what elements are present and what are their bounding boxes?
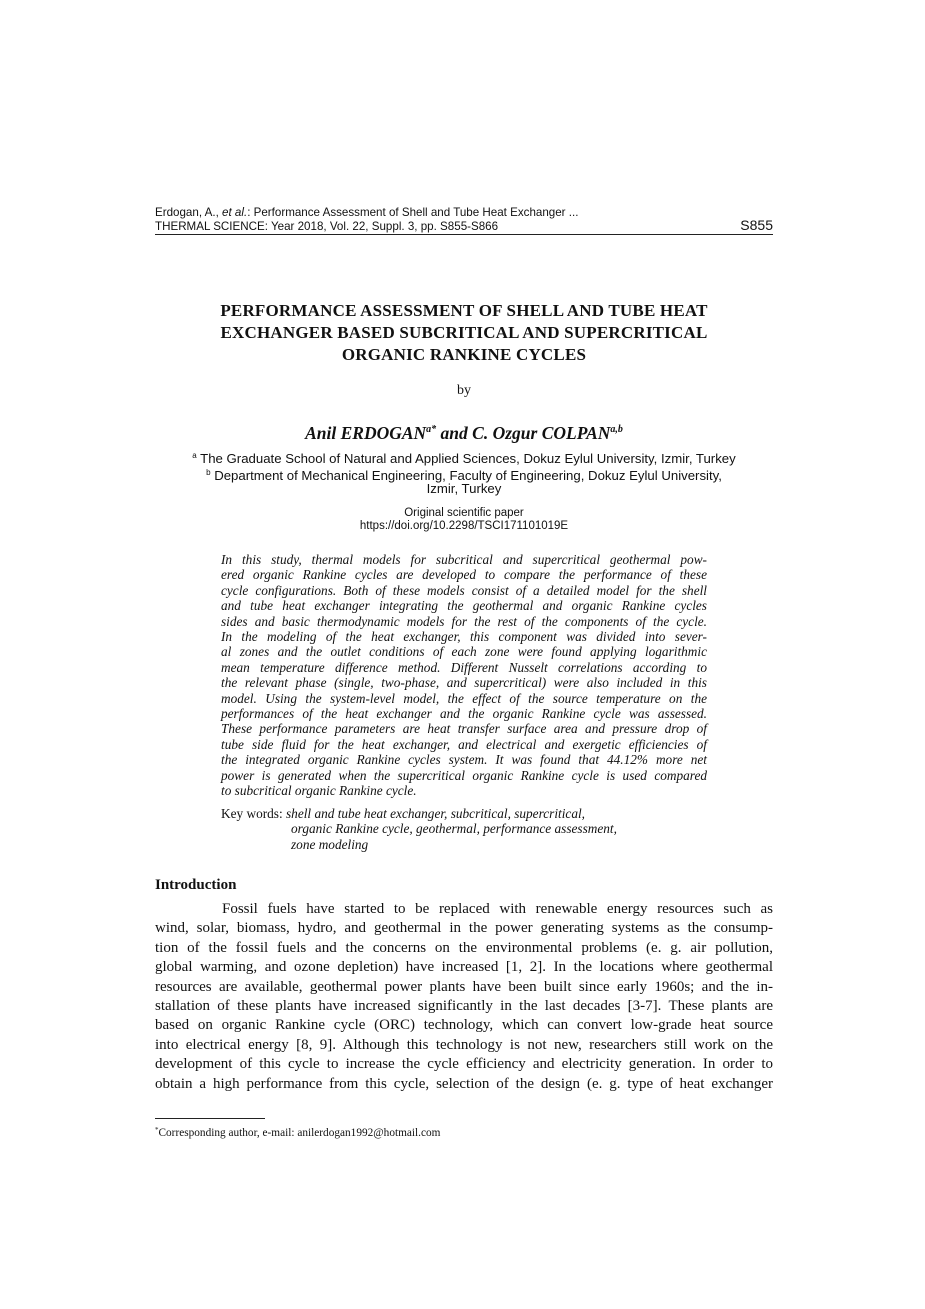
affiliation-b-city: Izmir, Turkey [426,481,502,496]
footnote-mark: * [155,1126,159,1134]
body-line: global warming, and ozone depletion) have increased [1, 2]. In the locations where geothermal [155,959,773,976]
paper-type: Original scientific paper [404,507,524,519]
abstract-line: mean temperature difference method. Different Nusselt correlations according to [221,659,707,675]
body-line: stallation of these plants have increased significantly in the last decades [3-7]. These plants are [155,998,773,1015]
keywords-line: zone modeling [291,837,369,852]
title-line: PERFORMANCE ASSESSMENT OF SHELL AND TUBE HEAT [220,301,708,320]
running-head-author-text: Erdogan, A., [155,206,223,219]
by-label: by [457,383,471,398]
abstract-line: performances of the heat exchanger and the organic Rankine cycle was assessed. [221,706,707,722]
section-heading-introduction: Introduction [155,877,237,893]
header-rule [155,234,773,235]
abstract-line: the relevant phase (single, two-phase, and supercritical) were also included in this [221,675,707,691]
running-head-journal: THERMAL SCIENCE: Year 2018, Vol. 22, Suppl. 3, pp. S855-S866 [155,220,499,233]
affiliation-a-mark: a [192,451,197,460]
abstract-line: the integrated organic Rankine cycles system. It was found that 44.12% more net [221,752,707,768]
body-line: obtain a high performance from this cycle, selection of the design (e. g. type of heat exchanger [155,1075,773,1092]
doi-link[interactable]: https://doi.org/10.2298/TSCI171101019E [359,520,569,532]
footnote-rule [155,1118,265,1119]
abstract-line: In this study, thermal models for subcritical and supercritical geothermal pow- [221,552,707,567]
abstract-line: al zones and the outlet conditions of each zone were found applying logarithmic [221,644,707,660]
body-line: Fossil fuels have started to be replaced with renewable energy resources such as [222,901,773,917]
abstract-line: These performance parameters are heat transfer surface area and pressure drop of [221,721,707,737]
title-line: ORGANIC RANKINE CYCLES [341,345,587,364]
running-head-short-title: : Performance Assessment of Shell and Tube Heat Exchanger ... [247,206,579,219]
abstract-line: power is generated when the supercritical organic Rankine cycle is used compared [221,767,707,783]
author-2: C. Ozgur COLPAN [472,423,611,443]
abstract-line: to subcritical organic Rankine cycle. [221,783,417,799]
affiliation-b-mark: b [206,468,211,477]
author-conjunction: and [436,423,473,443]
body-line: based on organic Rankine cycle (ORC) technology, which can convert low-grade heat source [155,1017,773,1034]
author-2-marks: a,b [610,424,623,435]
footnote [155,1123,440,1140]
affiliation-b-text: Department of Mechanical Engineering, Faculty of Engineering, Dokuz Eylul University, [210,468,722,483]
author-1-marks: a* [426,424,437,435]
author-1: Anil ERDOGAN [305,423,427,443]
body-line: tion of the fossil fuels and the concerns on the environmental problems (e. g. air pollution, [155,939,773,956]
keywords-line: organic Rankine cycle, geothermal, performance assessment, [291,821,617,836]
abstract [221,552,707,799]
abstract-line: and tube heat exchanger integrating the geothermal and organic Rankine cycles [221,598,707,614]
abstract-line: model. Using the system-level model, the effect of the source temperature on the [221,690,707,706]
author-list [155,420,773,443]
running-head-etal: et al. [222,206,248,219]
abstract-line: cycle configurations. Both of these models consist of a detailed model for the shell [221,582,707,598]
abstract-line: tube side fluid for the heat exchanger, and electrical and exergetic efficiencies of [221,736,707,752]
keywords-label: Key words: [221,806,286,821]
keywords-line: shell and tube heat exchanger, subcritical, supercritical, [286,806,585,821]
body-line: into electrical energy [8, 9]. Although this technology is not new, researchers still work on the [155,1036,773,1053]
body-line: resources are available, geothermal power plants have been built since early 1960s; and the in- [155,978,773,995]
affiliation-a-text: The Graduate School of Natural and Applied Sciences, Dokuz Eylul University, Izmir, Turkey [196,451,736,466]
abstract-line: sides and basic thermodynamic models for the rest of the components of the cycle. [221,613,707,629]
running-head-authors [155,206,578,220]
body-line: development of this cycle to increase the cycle efficiency and electricity generation. In order to [155,1056,773,1073]
introduction-body [155,900,773,1094]
abstract-line: In the modeling of the heat exchanger, this component was divided into sever- [221,629,707,645]
body-line: wind, solar, biomass, hydro, and geothermal in the power generating systems as the consump- [155,920,773,937]
keywords [221,806,585,821]
page-number: S855 [740,217,773,233]
abstract-line: ered organic Rankine cycles are developed to compare the performance of these [221,567,707,583]
paper-title [155,300,773,366]
title-line: EXCHANGER BASED SUBCRITICAL AND SUPERCRITICAL [220,323,708,342]
footnote-text: Corresponding author, e-mail: anilerdogan1992@hotmail.com [158,1127,441,1139]
